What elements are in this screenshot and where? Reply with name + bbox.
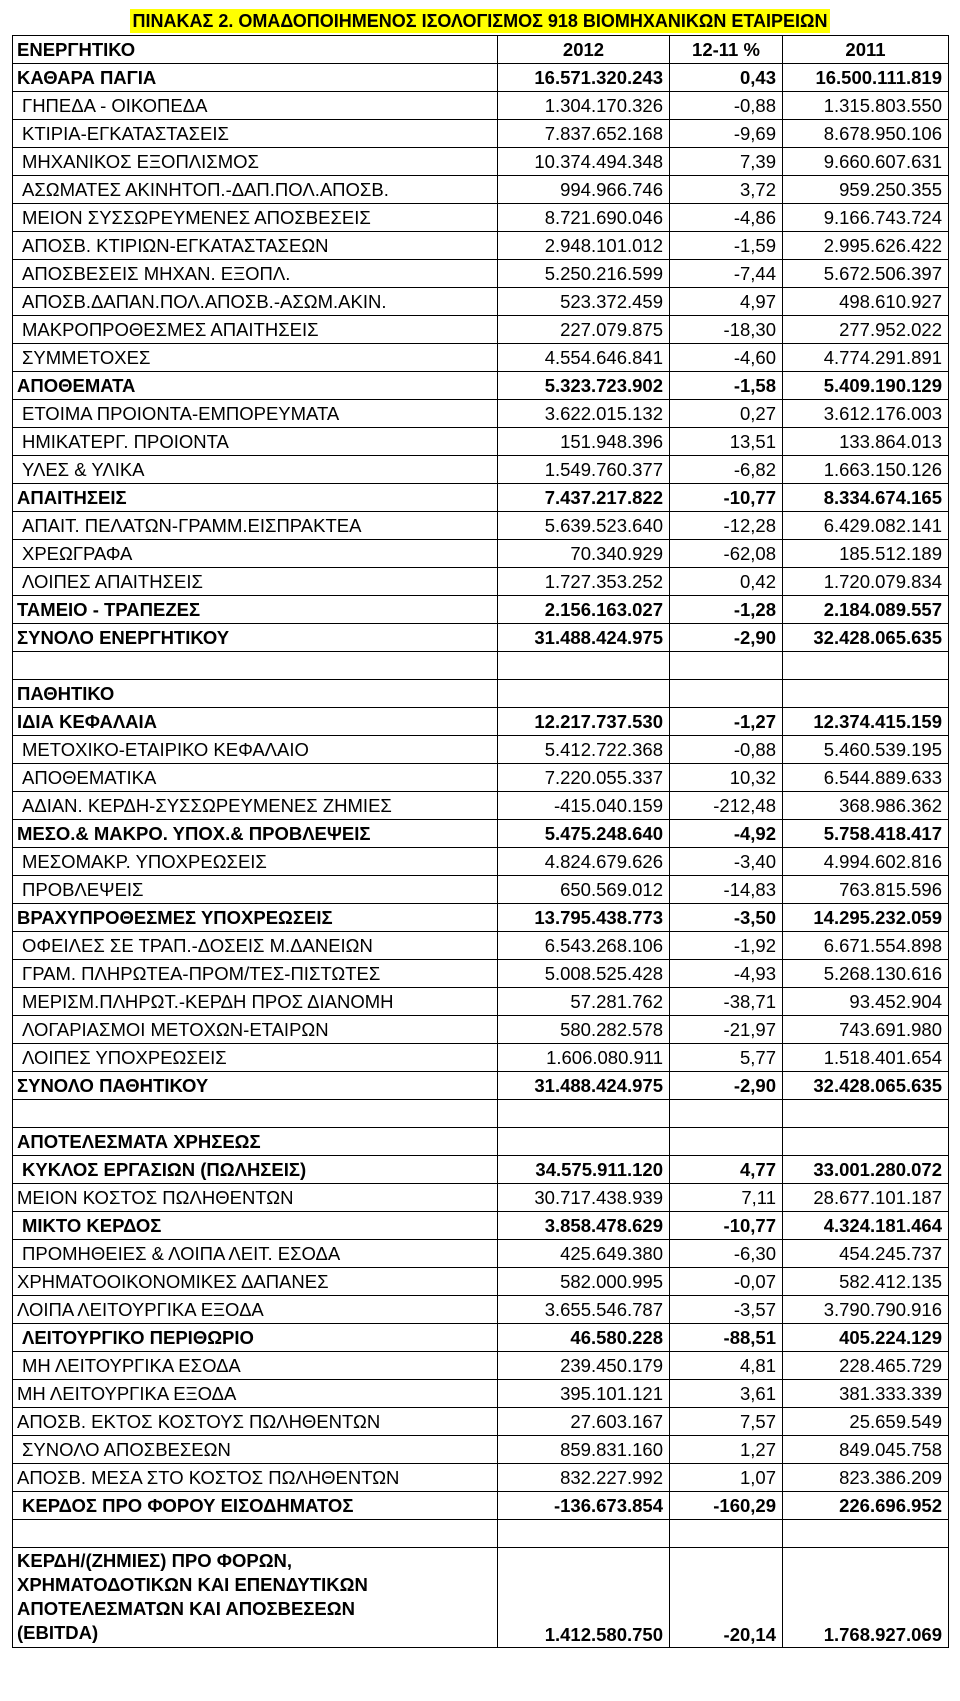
row-label: ΙΔΙΑ ΚΕΦΑΛΑΙΑ	[13, 708, 498, 736]
row-label: ΑΠΑΙΤΗΣΕΙΣ	[13, 484, 498, 512]
table-row	[13, 820, 949, 848]
value-change: -7,44	[670, 260, 783, 288]
table-row	[13, 512, 949, 540]
value-change: 3,72	[670, 176, 783, 204]
value-2012: 650.569.012	[498, 876, 670, 904]
table-row	[13, 1212, 949, 1240]
value-2011: 226.696.952	[783, 1492, 949, 1520]
value-2012: -136.673.854	[498, 1492, 670, 1520]
row-label	[13, 1520, 498, 1548]
value-2011: 32.428.065.635	[783, 1072, 949, 1100]
balance-sheet-table	[12, 35, 949, 1648]
row-label: ΣΥΝΟΛΟ ΑΠΟΣΒΕΣΕΩΝ	[13, 1436, 498, 1464]
table-row	[13, 288, 949, 316]
value-2012: 227.079.875	[498, 316, 670, 344]
value-2011: 1.315.803.550	[783, 92, 949, 120]
ebitda-label	[13, 1548, 498, 1648]
value-2012: 1.549.760.377	[498, 456, 670, 484]
row-label: ΛΟΙΠΑ ΛΕΙΤΟΥΡΓΙΚΑ ΕΞΟΔΑ	[13, 1296, 498, 1324]
table-row	[13, 596, 949, 624]
table-row	[13, 1240, 949, 1268]
row-label: ΑΣΩΜΑΤΕΣ ΑΚΙΝΗΤΟΠ.-ΔΑΠ.ΠΟΛ.ΑΠΟΣΒ.	[13, 176, 498, 204]
value-2011	[783, 652, 949, 680]
table-row	[13, 1156, 949, 1184]
value-2011: 93.452.904	[783, 988, 949, 1016]
row-label: ΥΛΕΣ & ΥΛΙΚΑ	[13, 456, 498, 484]
value-2012	[498, 1100, 670, 1128]
value-change	[670, 1520, 783, 1548]
table-row	[13, 876, 949, 904]
value-change: -10,77	[670, 484, 783, 512]
table-row	[13, 484, 949, 512]
row-label: ΜΙΚΤΟ ΚΕΡΔΟΣ	[13, 1212, 498, 1240]
value-2011: 277.952.022	[783, 316, 949, 344]
value-2012: 30.717.438.939	[498, 1184, 670, 1212]
value-change: 4,77	[670, 1156, 783, 1184]
value-2011: 3.612.176.003	[783, 400, 949, 428]
value-change	[670, 1100, 783, 1128]
value-2011: 4.774.291.891	[783, 344, 949, 372]
row-label: ΑΠΟΣΒ. ΚΤΙΡΙΩΝ-ΕΓΚΑΤΑΣΤΑΣΕΩΝ	[13, 232, 498, 260]
header-change: 12-11 %	[670, 36, 783, 64]
value-change: -0,88	[670, 92, 783, 120]
row-label: ΑΔΙΑΝ. ΚΕΡΔΗ-ΣΥΣΣΩΡΕΥΜΕΝΕΣ ΖΗΜΙΕΣ	[13, 792, 498, 820]
table-row	[13, 1044, 949, 1072]
value-change: -4,86	[670, 204, 783, 232]
value-change: -0,88	[670, 736, 783, 764]
value-2012: 151.948.396	[498, 428, 670, 456]
row-label: ΣΥΝΟΛΟ ΠΑΘΗΤΙΚΟΥ	[13, 1072, 498, 1100]
value-2012: 6.543.268.106	[498, 932, 670, 960]
value-2011: 25.659.549	[783, 1408, 949, 1436]
value-change: 5,77	[670, 1044, 783, 1072]
row-label: ΑΠΟΣΒ. ΜΕΣΑ ΣΤΟ ΚΟΣΤΟΣ ΠΩΛΗΘΕΝΤΩΝ	[13, 1464, 498, 1492]
value-2011: 849.045.758	[783, 1436, 949, 1464]
value-2012: 425.649.380	[498, 1240, 670, 1268]
header-2011: 2011	[783, 36, 949, 64]
table-row	[13, 204, 949, 232]
row-label: ΚΕΡΔΟΣ ΠΡΟ ΦΟΡΟΥ ΕΙΣΟΔΗΜΑΤΟΣ	[13, 1492, 498, 1520]
value-2012: 27.603.167	[498, 1408, 670, 1436]
value-2011: 9.660.607.631	[783, 148, 949, 176]
value-change: 10,32	[670, 764, 783, 792]
value-change: -62,08	[670, 540, 783, 568]
row-label: ΜΕΙΟΝ ΣΥΣΣΩΡΕΥΜΕΝΕΣ ΑΠΟΣΒΕΣΕΙΣ	[13, 204, 498, 232]
table-row	[13, 764, 949, 792]
value-2012: 832.227.992	[498, 1464, 670, 1492]
value-2012: -415.040.159	[498, 792, 670, 820]
value-change: -6,82	[670, 456, 783, 484]
row-label: ΜΗ ΛΕΙΤΟΥΡΓΙΚΑ ΕΣΟΔΑ	[13, 1352, 498, 1380]
row-label: ΜΗΧΑΝΙΚΟΣ ΕΞΟΠΛΙΣΜΟΣ	[13, 148, 498, 176]
value-change: -2,90	[670, 1072, 783, 1100]
table-row	[13, 120, 949, 148]
value-2011: 1.663.150.126	[783, 456, 949, 484]
value-change: -160,29	[670, 1492, 783, 1520]
value-2011: 498.610.927	[783, 288, 949, 316]
table-row	[13, 1464, 949, 1492]
row-label: ΜΕΣΟ.& ΜΑΚΡΟ. ΥΠΟΧ.& ΠΡΟΒΛΕΨΕΙΣ	[13, 820, 498, 848]
value-2012: 70.340.929	[498, 540, 670, 568]
table-row	[13, 1100, 949, 1128]
value-change: 7,11	[670, 1184, 783, 1212]
table-row	[13, 1492, 949, 1520]
table-row	[13, 540, 949, 568]
ebitda-row	[13, 1548, 949, 1648]
value-2012: 994.966.746	[498, 176, 670, 204]
table-row	[13, 960, 949, 988]
value-2012: 16.571.320.243	[498, 64, 670, 92]
table-title: ΠΙΝΑΚΑΣ 2. ΟΜΑΔΟΠΟΙΗΜΕΝΟΣ ΙΣΟΛΟΓΙΣΜΟΣ 918 ΒΙΟΜΗΧΑΝΙΚΩΝ ΕΤΑΙΡΕΙΩΝ	[130, 9, 831, 33]
value-change: 4,81	[670, 1352, 783, 1380]
value-change: -4,60	[670, 344, 783, 372]
value-2011: 2.995.626.422	[783, 232, 949, 260]
row-label: ΒΡΑΧΥΠΡΟΘΕΣΜΕΣ ΥΠΟΧΡΕΩΣΕΙΣ	[13, 904, 498, 932]
value-2011: 6.429.082.141	[783, 512, 949, 540]
value-change: 0,27	[670, 400, 783, 428]
value-2012: 10.374.494.348	[498, 148, 670, 176]
row-label: ΠΡΟΜΗΘΕΙΕΣ & ΛΟΙΠΑ ΛΕΙΤ. ΕΣΟΔΑ	[13, 1240, 498, 1268]
table-row	[13, 848, 949, 876]
table-row	[13, 1128, 949, 1156]
table-row	[13, 260, 949, 288]
value-change: 4,97	[670, 288, 783, 316]
table-row	[13, 148, 949, 176]
value-change: -1,58	[670, 372, 783, 400]
value-2012: 395.101.121	[498, 1380, 670, 1408]
value-2011: 823.386.209	[783, 1464, 949, 1492]
row-label: ΣΥΝΟΛΟ ΕΝΕΡΓΗΤΙΚΟΥ	[13, 624, 498, 652]
table-row	[13, 1520, 949, 1548]
row-label: ΑΠΟΣΒ. ΕΚΤΟΣ ΚΟΣΤΟΥΣ ΠΩΛΗΘΕΝΤΩΝ	[13, 1408, 498, 1436]
row-label: ΑΠΟΤΕΛΕΣΜΑΤΑ ΧΡΗΣΕΩΣ	[13, 1128, 498, 1156]
value-2012: 239.450.179	[498, 1352, 670, 1380]
row-label: ΚΤΙΡΙΑ-ΕΓΚΑΤΑΣΤΑΣΕΙΣ	[13, 120, 498, 148]
ebitda-change: -20,14	[670, 1548, 783, 1648]
value-change: -18,30	[670, 316, 783, 344]
row-label: ΛΕΙΤΟΥΡΓΙΚΟ ΠΕΡΙΘΩΡΙΟ	[13, 1324, 498, 1352]
value-2011: 1.518.401.654	[783, 1044, 949, 1072]
value-2011	[783, 1100, 949, 1128]
value-2012: 13.795.438.773	[498, 904, 670, 932]
table-row	[13, 400, 949, 428]
value-2011: 5.409.190.129	[783, 372, 949, 400]
table-row	[13, 456, 949, 484]
header-row	[13, 36, 949, 64]
value-2012: 7.837.652.168	[498, 120, 670, 148]
value-2011: 8.678.950.106	[783, 120, 949, 148]
value-change: 1,07	[670, 1464, 783, 1492]
value-change	[670, 680, 783, 708]
value-change: 7,39	[670, 148, 783, 176]
value-change	[670, 1128, 783, 1156]
value-2011: 368.986.362	[783, 792, 949, 820]
value-change: -3,57	[670, 1296, 783, 1324]
value-2012: 1.304.170.326	[498, 92, 670, 120]
value-2012: 7.220.055.337	[498, 764, 670, 792]
value-2012	[498, 1520, 670, 1548]
value-2011: 5.268.130.616	[783, 960, 949, 988]
row-label: ΜΕΣΟΜΑΚΡ. ΥΠΟΧΡΕΩΣΕΙΣ	[13, 848, 498, 876]
value-change: -12,28	[670, 512, 783, 540]
value-2012: 46.580.228	[498, 1324, 670, 1352]
value-change: -212,48	[670, 792, 783, 820]
row-label: ΗΜΙΚΑΤΕΡΓ. ΠΡΟΙΟΝΤΑ	[13, 428, 498, 456]
value-2011: 381.333.339	[783, 1380, 949, 1408]
value-2011	[783, 680, 949, 708]
table-body	[13, 36, 949, 1648]
table-row	[13, 92, 949, 120]
value-change: 1,27	[670, 1436, 783, 1464]
value-2011: 8.334.674.165	[783, 484, 949, 512]
row-label: ΑΠΑΙΤ. ΠΕΛΑΤΩΝ-ΓΡΑΜΜ.ΕΙΣΠΡΑΚΤΕΑ	[13, 512, 498, 540]
value-2012: 2.948.101.012	[498, 232, 670, 260]
value-2011: 228.465.729	[783, 1352, 949, 1380]
value-2012: 34.575.911.120	[498, 1156, 670, 1184]
row-label: ΧΡΗΜΑΤΟΟΙΚΟΝΟΜΙΚΕΣ ΔΑΠΑΝΕΣ	[13, 1268, 498, 1296]
value-2012: 1.606.080.911	[498, 1044, 670, 1072]
value-2012: 5.008.525.428	[498, 960, 670, 988]
value-change: -1,92	[670, 932, 783, 960]
row-label: ΛΟΙΠΕΣ ΑΠΑΙΤΗΣΕΙΣ	[13, 568, 498, 596]
value-2012: 2.156.163.027	[498, 596, 670, 624]
value-2012: 3.622.015.132	[498, 400, 670, 428]
row-label: ΜΕΡΙΣΜ.ΠΛΗΡΩΤ.-ΚΕΡΔΗ ΠΡΟΣ ΔΙΑΝΟΜΗ	[13, 988, 498, 1016]
table-row	[13, 1268, 949, 1296]
value-2011: 6.671.554.898	[783, 932, 949, 960]
value-change: -3,40	[670, 848, 783, 876]
value-2011: 32.428.065.635	[783, 624, 949, 652]
row-label: ΑΠΟΣΒΕΣΕΙΣ ΜΗΧΑΝ. ΕΞΟΠΛ.	[13, 260, 498, 288]
table-row	[13, 316, 949, 344]
value-2011: 959.250.355	[783, 176, 949, 204]
value-change: -3,50	[670, 904, 783, 932]
value-change: 3,61	[670, 1380, 783, 1408]
value-2011: 582.412.135	[783, 1268, 949, 1296]
table-row	[13, 176, 949, 204]
value-2011: 16.500.111.819	[783, 64, 949, 92]
value-2012: 12.217.737.530	[498, 708, 670, 736]
value-change: 0,42	[670, 568, 783, 596]
ebitda-label-line: ΧΡΗΜΑΤΟΔΟΤΙΚΩΝ ΚΑΙ ΕΠΕΝΔΥΤΙΚΩΝ	[17, 1574, 368, 1595]
value-2012: 4.824.679.626	[498, 848, 670, 876]
table-row	[13, 1072, 949, 1100]
table-row	[13, 1016, 949, 1044]
value-2012: 4.554.646.841	[498, 344, 670, 372]
table-row	[13, 1296, 949, 1324]
value-2012: 3.858.478.629	[498, 1212, 670, 1240]
value-2012	[498, 1128, 670, 1156]
ebitda-2011: 1.768.927.069	[783, 1548, 949, 1648]
table-row	[13, 932, 949, 960]
value-change: -0,07	[670, 1268, 783, 1296]
row-label: ΛΟΙΠΕΣ ΥΠΟΧΡΕΩΣΕΙΣ	[13, 1044, 498, 1072]
value-2012: 5.475.248.640	[498, 820, 670, 848]
value-change: -21,97	[670, 1016, 783, 1044]
value-2011: 14.295.232.059	[783, 904, 949, 932]
value-change	[670, 652, 783, 680]
value-2011: 5.758.418.417	[783, 820, 949, 848]
table-row	[13, 1408, 949, 1436]
value-2011: 743.691.980	[783, 1016, 949, 1044]
row-label: ΣΥΜΜΕΤΟΧΕΣ	[13, 344, 498, 372]
value-change: -9,69	[670, 120, 783, 148]
row-label: ΠΑΘΗΤΙΚΟ	[13, 680, 498, 708]
value-2012: 859.831.160	[498, 1436, 670, 1464]
value-2012: 523.372.459	[498, 288, 670, 316]
row-label: ΤΑΜΕΙΟ - ΤΡΑΠΕΖΕΣ	[13, 596, 498, 624]
value-2012: 5.412.722.368	[498, 736, 670, 764]
value-change: -1,28	[670, 596, 783, 624]
value-2012	[498, 652, 670, 680]
value-2012: 7.437.217.822	[498, 484, 670, 512]
value-2012: 31.488.424.975	[498, 624, 670, 652]
value-change: 13,51	[670, 428, 783, 456]
value-2011: 133.864.013	[783, 428, 949, 456]
table-row	[13, 736, 949, 764]
value-2011: 2.184.089.557	[783, 596, 949, 624]
value-2011: 5.672.506.397	[783, 260, 949, 288]
value-2012: 580.282.578	[498, 1016, 670, 1044]
table-row	[13, 1352, 949, 1380]
header-2012: 2012	[498, 36, 670, 64]
value-2011: 454.245.737	[783, 1240, 949, 1268]
value-change: 7,57	[670, 1408, 783, 1436]
table-row	[13, 428, 949, 456]
table-row	[13, 680, 949, 708]
row-label: ΜΕΙΟΝ ΚΟΣΤΟΣ ΠΩΛΗΘΕΝΤΩΝ	[13, 1184, 498, 1212]
value-2012: 582.000.995	[498, 1268, 670, 1296]
row-label: ΟΦΕΙΛΕΣ ΣΕ ΤΡΑΠ.-ΔΟΣΕΙΣ Μ.ΔΑΝΕΙΩΝ	[13, 932, 498, 960]
value-2012: 5.323.723.902	[498, 372, 670, 400]
row-label: ΚΑΘΑΡΑ ΠΑΓΙΑ	[13, 64, 498, 92]
table-row	[13, 1380, 949, 1408]
value-2011: 3.790.790.916	[783, 1296, 949, 1324]
row-label: ΜΑΚΡΟΠΡΟΘΕΣΜΕΣ ΑΠΑΙΤΗΣΕΙΣ	[13, 316, 498, 344]
value-2011: 405.224.129	[783, 1324, 949, 1352]
value-change: -4,93	[670, 960, 783, 988]
value-2011: 763.815.596	[783, 876, 949, 904]
table-row	[13, 64, 949, 92]
table-row	[13, 652, 949, 680]
ebitda-label-line: ΚΕΡΔΗ/(ΖΗΜΙΕΣ) ΠΡΟ ΦΟΡΩΝ,	[17, 1550, 293, 1571]
value-2012: 31.488.424.975	[498, 1072, 670, 1100]
row-label: ΧΡΕΩΓΡΑΦΑ	[13, 540, 498, 568]
value-change: -1,27	[670, 708, 783, 736]
row-label: ΑΠΟΣΒ.ΔΑΠΑΝ.ΠΟΛ.ΑΠΟΣΒ.-ΑΣΩΜ.ΑΚΙΝ.	[13, 288, 498, 316]
value-2012: 1.727.353.252	[498, 568, 670, 596]
table-row	[13, 904, 949, 932]
value-change: -38,71	[670, 988, 783, 1016]
row-label: ΚΥΚΛΟΣ ΕΡΓΑΣΙΩΝ (ΠΩΛΗΣΕΙΣ)	[13, 1156, 498, 1184]
row-label: ΓΡΑΜ. ΠΛΗΡΩΤΕΑ-ΠΡΟΜ/ΤΕΣ-ΠΙΣΤΩΤΕΣ	[13, 960, 498, 988]
table-row	[13, 1324, 949, 1352]
row-label	[13, 1100, 498, 1128]
table-row	[13, 372, 949, 400]
value-2012: 57.281.762	[498, 988, 670, 1016]
row-label: ΑΠΟΘΕΜΑΤΑ	[13, 372, 498, 400]
ebitda-label-line: ΑΠΟΤΕΛΕΣΜΑΤΩΝ ΚΑΙ ΑΠΟΣΒΕΣΕΩΝ	[17, 1598, 355, 1619]
value-2011	[783, 1520, 949, 1548]
table-row	[13, 792, 949, 820]
value-2012: 3.655.546.787	[498, 1296, 670, 1324]
header-label: ΕΝΕΡΓΗΤΙΚΟ	[13, 36, 498, 64]
row-label	[13, 652, 498, 680]
row-label: ΜΗ ΛΕΙΤΟΥΡΓΙΚΑ ΕΞΟΔΑ	[13, 1380, 498, 1408]
table-row	[13, 568, 949, 596]
ebitda-label-line: (EBITDA)	[17, 1622, 99, 1643]
value-2011: 9.166.743.724	[783, 204, 949, 232]
value-2012: 8.721.690.046	[498, 204, 670, 232]
value-change: -14,83	[670, 876, 783, 904]
value-change: 0,43	[670, 64, 783, 92]
value-change: -88,51	[670, 1324, 783, 1352]
value-2011	[783, 1128, 949, 1156]
value-2011: 1.720.079.834	[783, 568, 949, 596]
value-change: -4,92	[670, 820, 783, 848]
ebitda-2012: 1.412.580.750	[498, 1548, 670, 1648]
value-change: -6,30	[670, 1240, 783, 1268]
row-label: ΕΤΟΙΜΑ ΠΡΟΙΟΝΤΑ-ΕΜΠΟΡΕΥΜΑΤΑ	[13, 400, 498, 428]
row-label: ΑΠΟΘΕΜΑΤΙΚΑ	[13, 764, 498, 792]
value-2012	[498, 680, 670, 708]
row-label: ΜΕΤΟΧΙΚΟ-ΕΤΑΙΡΙΚΟ ΚΕΦΑΛΑΙΟ	[13, 736, 498, 764]
value-change: -10,77	[670, 1212, 783, 1240]
value-2012: 5.250.216.599	[498, 260, 670, 288]
table-row	[13, 1184, 949, 1212]
value-2011: 28.677.101.187	[783, 1184, 949, 1212]
value-2011: 4.994.602.816	[783, 848, 949, 876]
row-label: ΛΟΓΑΡΙΑΣΜΟΙ ΜΕΤΟΧΩΝ-ΕΤΑΙΡΩΝ	[13, 1016, 498, 1044]
value-change: -2,90	[670, 624, 783, 652]
table-row	[13, 344, 949, 372]
table-row	[13, 708, 949, 736]
row-label: ΓΗΠΕΔΑ - ΟΙΚΟΠΕΔΑ	[13, 92, 498, 120]
value-2011: 4.324.181.464	[783, 1212, 949, 1240]
value-2011: 5.460.539.195	[783, 736, 949, 764]
table-row	[13, 624, 949, 652]
value-2011: 33.001.280.072	[783, 1156, 949, 1184]
value-2011: 6.544.889.633	[783, 764, 949, 792]
table-row	[13, 988, 949, 1016]
table-row	[13, 1436, 949, 1464]
title-area	[12, 6, 948, 36]
table-row	[13, 232, 949, 260]
value-2011: 12.374.415.159	[783, 708, 949, 736]
value-change: -1,59	[670, 232, 783, 260]
value-2012: 5.639.523.640	[498, 512, 670, 540]
row-label: ΠΡΟΒΛΕΨΕΙΣ	[13, 876, 498, 904]
value-2011: 185.512.189	[783, 540, 949, 568]
